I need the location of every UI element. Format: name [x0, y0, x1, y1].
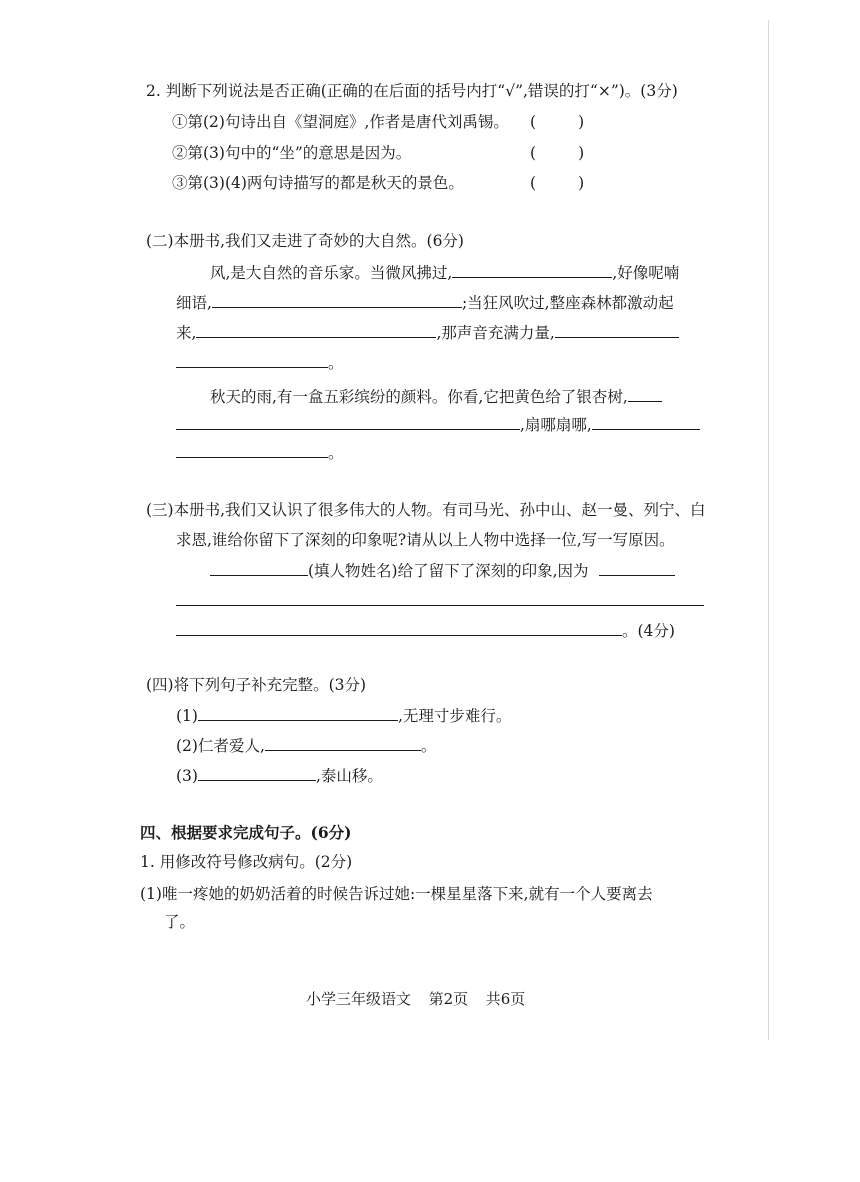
sec4-item-2: (2)仁者爱人, 。	[176, 737, 437, 755]
person-name-blank[interactable]	[210, 561, 308, 576]
q2-item-2	[172, 142, 411, 164]
fill-blank[interactable]	[176, 353, 328, 368]
sec2-p1-line3: 来, ,那声音充满力量,	[176, 322, 679, 344]
sec3-answer-line	[176, 590, 704, 612]
fill-blank[interactable]	[452, 263, 612, 278]
fill-blank[interactable]	[555, 323, 679, 338]
fill-blank[interactable]	[176, 591, 704, 606]
sec4-item-3: (3) ,泰山移。	[176, 767, 383, 785]
sec2-p2-line3: 。	[176, 442, 344, 464]
fill-blank[interactable]	[198, 766, 316, 781]
sec2-p2-line1: 秋天的雨,有一盒五彩缤纷的颜料。你看,它把黄色给了银杏树,	[210, 386, 662, 408]
sec3-answer-line-2: 。(4分)	[176, 620, 675, 642]
fill-blank[interactable]	[176, 621, 622, 636]
fill-blank[interactable]	[198, 706, 398, 721]
fill-blank[interactable]	[212, 293, 462, 308]
q2-item-2-answer-paren[interactable]: ( )	[530, 144, 585, 162]
sec2-p2-line2: ,扇哪扇哪,	[176, 414, 700, 436]
footer-total-pages: 共6页	[485, 990, 526, 1008]
q2-item-1-answer-paren[interactable]: ( )	[530, 113, 585, 131]
sec4-item-1: (1) ,无理寸步难行。	[176, 707, 512, 725]
q2-item-3-answer-paren[interactable]: ( )	[530, 174, 585, 192]
fill-blank[interactable]	[592, 415, 700, 430]
sec3-line1: (三)本册书,我们又认识了很多伟大的人物。有司马光、孙中山、赵一曼、列宁、白	[146, 501, 706, 519]
part4-sentence-line2: 了。	[164, 913, 196, 931]
fill-blank[interactable]	[196, 323, 436, 338]
sec2-p1-line4: 。	[176, 352, 344, 374]
fill-blank[interactable]	[265, 736, 421, 751]
sec2-header: (二)本册书,我们又走进了奇妙的大自然。(6分)	[146, 232, 464, 250]
q2-item-3	[172, 172, 464, 194]
footer-page-number: 第2页	[428, 990, 469, 1008]
sec3-line2: 求恩,谁给你留下了深刻的印象呢?请从以上人物中选择一位,写一写原因。	[176, 531, 675, 549]
page-footer	[306, 988, 525, 1010]
sec2-p1-line2: 细语, ;当狂风吹过,整座森林都激动起	[176, 294, 674, 312]
part4-header: 四、根据要求完成句子。(6分)	[140, 823, 352, 842]
footer-subject: 小学三年级语文	[306, 990, 412, 1008]
q2-item-1	[172, 111, 509, 133]
part4-sentence-line1: (1)唯一疼她的奶奶活着的时候告诉过她:一棵星星落下来,就有一个人要离去	[140, 885, 653, 903]
part4-sub1: 1. 用修改符号修改病句。(2分)	[140, 853, 353, 871]
sec3-fill-line: (填人物姓名)给了留下了深刻的印象,因为	[210, 560, 675, 582]
sec4-header: (四)将下列句子补充完整。(3分)	[146, 676, 367, 694]
fill-blank[interactable]	[628, 387, 662, 402]
q2-item-3-text: ③第(3)(4)两句诗描写的都是秋天的景色。	[172, 174, 464, 192]
q2-item-1-text: ①第(2)句诗出自《望洞庭》,作者是唐代刘禹锡。	[172, 113, 509, 131]
scan-edge-line	[768, 20, 769, 1040]
fill-blank[interactable]	[176, 415, 520, 430]
fill-blank[interactable]	[599, 561, 675, 576]
fill-blank[interactable]	[176, 443, 328, 458]
sec2-p1-line1: 风,是大自然的音乐家。当微风拂过, ,好像呢喃	[210, 264, 680, 282]
q2-header: 2. 判断下列说法是否正确(正确的在后面的括号内打“√”,错误的打“×”)。(3分)	[146, 82, 678, 100]
q2-item-2-text: ②第(3)句中的“坐”的意思是因为。	[172, 144, 412, 162]
